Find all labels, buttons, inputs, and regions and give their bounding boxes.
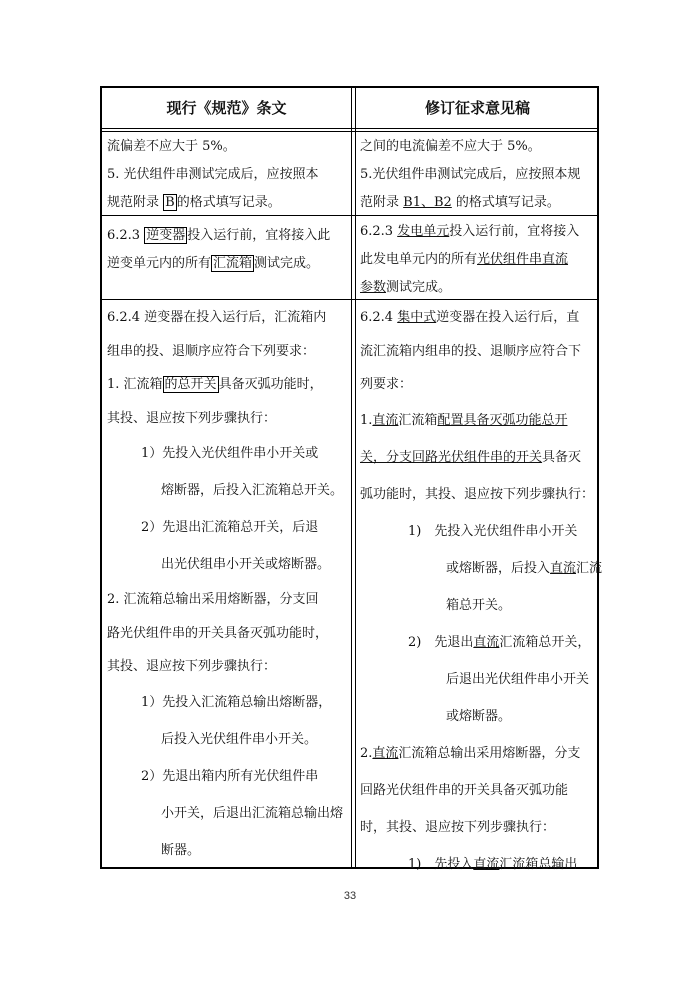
text-line: 关，分支回路光伏组件串的开关具备灭 bbox=[360, 449, 582, 465]
text-line: 1. 汇流箱 的总开关 具备灭弧功能时， bbox=[107, 377, 323, 392]
text-line: 逆变单元内的所有 汇流箱 测试完成。 bbox=[107, 256, 320, 271]
text-line: 熔断器，后投入汇流箱总开关。 bbox=[161, 483, 344, 498]
boxed-term: 的总开关 bbox=[164, 377, 217, 392]
text-line: 其投、退应按下列步骤执行： bbox=[107, 659, 277, 674]
underlined-term: 配置具备灭弧功能总开 bbox=[437, 412, 568, 428]
header-rule-inner bbox=[102, 131, 597, 132]
page-number: 33 bbox=[343, 890, 357, 902]
text-line: 后退出光伏组件串小开关 bbox=[446, 671, 590, 687]
text-line: 参数测试完成。 bbox=[360, 280, 452, 295]
text-line: 1.直流汇流箱配置具备灭弧功能总开 bbox=[360, 412, 568, 428]
text-line: 范附录 B1、B2 的格式填写记录。 bbox=[360, 195, 560, 210]
text-line: 5.光伏组件串测试完成后，应按照本规 bbox=[360, 167, 581, 182]
text-line: 6.2.4 逆变器在投入运行后，汇流箱内 bbox=[107, 310, 327, 325]
row2-revised-cell bbox=[360, 218, 579, 302]
boxed-term: 逆变器 bbox=[146, 228, 186, 243]
text-line: 2) 先退出直流汇流箱总开关， bbox=[408, 634, 591, 650]
text-line: 之间的电流偏差不应大于 5%。 bbox=[360, 139, 541, 154]
text-line: 2）先退出汇流箱总开关，后退 bbox=[141, 520, 319, 535]
comparison-table bbox=[100, 86, 603, 872]
column-divider-inner bbox=[355, 88, 356, 867]
text-line: 出光伏组串小开关或熔断器。 bbox=[161, 557, 331, 572]
header-rule bbox=[102, 128, 597, 129]
underlined-term: 发电单元 bbox=[397, 224, 450, 239]
column-divider bbox=[351, 88, 352, 867]
text-line: 列要求： bbox=[360, 377, 413, 392]
text-line: 后投入光伏组件串小开关。 bbox=[161, 731, 318, 747]
underlined-term: 直流 bbox=[372, 412, 399, 428]
underlined-term: 关，分支回路光伏组件串的开关 bbox=[360, 449, 543, 465]
text-line: 6.2.3 逆变器 投入运行前，宜将接入此 bbox=[107, 228, 331, 243]
boxed-term: 汇流箱 bbox=[213, 256, 253, 271]
text-line: 2）先退出箱内所有光伏组件串 bbox=[141, 768, 319, 784]
text-line: 2.直流汇流箱总输出采用熔断器，分支 bbox=[360, 745, 581, 761]
header-current-text: 现行《规范》条文 bbox=[166, 99, 287, 117]
row2-current-cell bbox=[107, 222, 330, 278]
underlined-term: 直流 bbox=[372, 745, 399, 761]
underlined-term: 集中式 bbox=[397, 310, 437, 325]
text-line: 路光伏组件串的开关具备灭弧功能时， bbox=[107, 625, 329, 641]
boxed-term: B bbox=[165, 195, 175, 210]
text-line: 组串的投、退顺序应符合下列要求： bbox=[107, 343, 316, 359]
text-line: 流汇流箱内组串的投、退顺序应符合下 bbox=[360, 343, 582, 359]
underlined-term: 直流 bbox=[473, 856, 500, 872]
text-line: 其投、退应按下列步骤执行： bbox=[107, 410, 277, 426]
underlined-term: 参数 bbox=[360, 280, 387, 295]
row3-revised-cell bbox=[360, 301, 602, 883]
text-line: 或熔断器，后投入直流汇流 bbox=[446, 560, 603, 576]
text-line: 小开关，后退出汇流箱总输出熔 bbox=[161, 805, 344, 821]
row1-current-cell bbox=[107, 133, 319, 217]
text-line: 流偏差不应大于 5%。 bbox=[107, 139, 236, 154]
text-line: 时，其投、退应按下列步骤执行： bbox=[360, 819, 556, 835]
underlined-term: 直流 bbox=[473, 634, 500, 650]
text-line: 或熔断器。 bbox=[446, 708, 512, 724]
text-line: 1）先投入汇流箱总输出熔断器， bbox=[141, 694, 332, 710]
text-line: 6.2.4 集中式逆变器在投入运行后，直 bbox=[360, 310, 580, 325]
text-line: 1) 先投入直流汇流箱总输出 bbox=[408, 856, 578, 872]
underlined-term: 光伏组件串直流 bbox=[477, 252, 569, 267]
text-line: 断器。 bbox=[161, 842, 201, 858]
text-line: 规范附录 B 的格式填写记录。 bbox=[107, 195, 281, 210]
text-line: 5. 光伏组件串测试完成后，应按照本 bbox=[107, 167, 319, 182]
row1-revised-cell bbox=[360, 133, 580, 217]
text-line: 1) 先投入光伏组件串小开关 bbox=[408, 523, 578, 539]
underlined-term: B1、B2 bbox=[403, 195, 452, 210]
text-line: 弧功能时，其投、退应按下列步骤执行： bbox=[360, 486, 595, 502]
text-line: 箱总开关。 bbox=[446, 597, 512, 613]
text-line: 回路光伏组件串的开关具备灭弧功能 bbox=[360, 782, 569, 798]
text-line: 2. 汇流箱总输出采用熔断器，分支回 bbox=[107, 592, 319, 607]
underlined-term: 直流 bbox=[550, 560, 577, 576]
text-line: 1）先投入光伏组件串小开关或 bbox=[141, 446, 319, 461]
header-revised-draft: 修订征求意见稿 bbox=[424, 99, 530, 117]
text-line: 6.2.3 发电单元投入运行前，宜将接入 bbox=[360, 224, 580, 239]
row3-current-cell bbox=[107, 301, 343, 869]
text-line: 此发电单元内的所有光伏组件串直流 bbox=[360, 252, 569, 267]
